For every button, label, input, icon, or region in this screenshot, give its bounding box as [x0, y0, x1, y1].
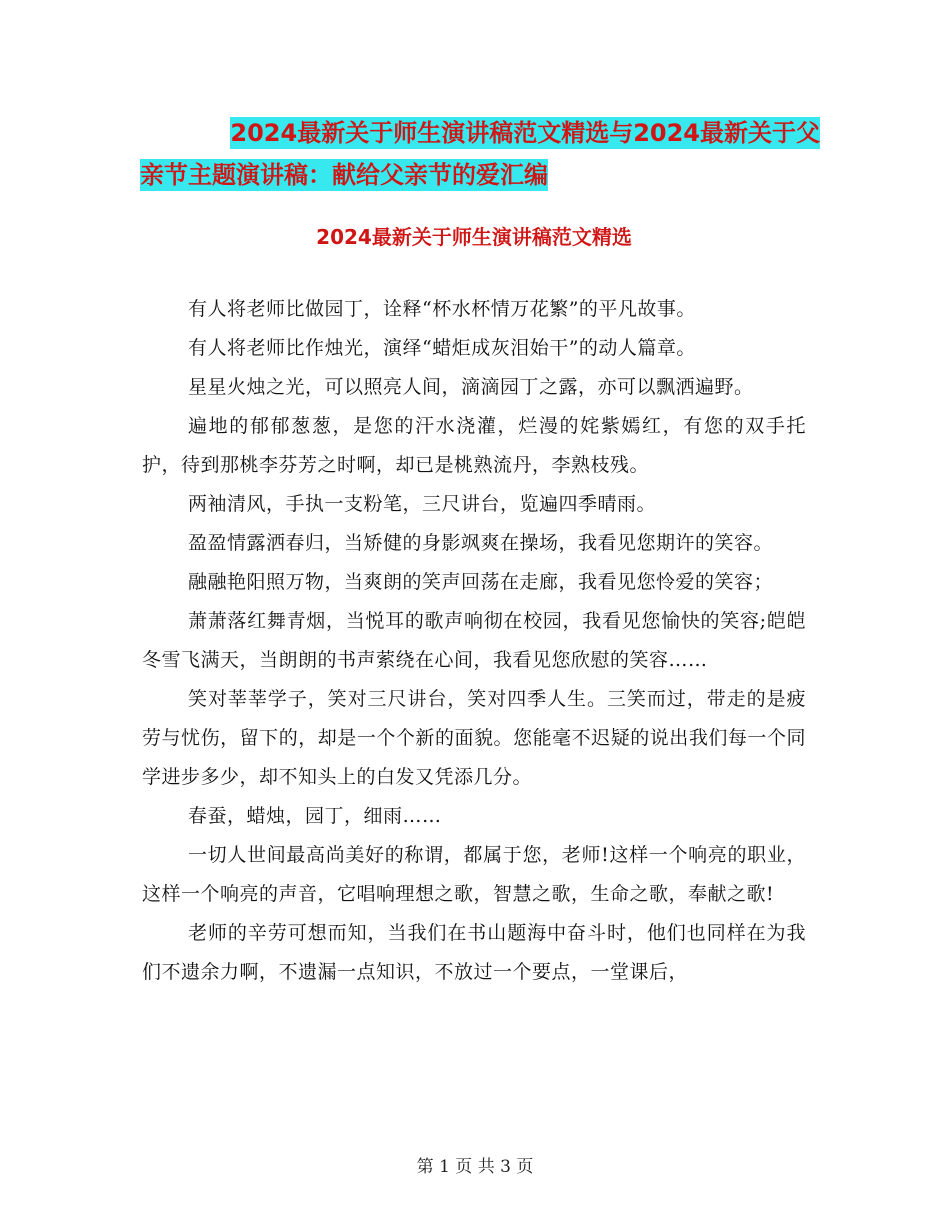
paragraph: 有人将老师比做园丁，诠释“杯水杯情万花繁”的平凡故事。	[188, 298, 696, 320]
document-body	[142, 290, 806, 992]
paragraph: 星星火烛之光，可以照亮人间，滴滴园丁之露，亦可以飘洒遍野。	[188, 376, 754, 398]
paragraph: 盈盈情露洒春归，当矫健的身影飒爽在操场，我看见您期许的笑容。	[188, 532, 774, 554]
paragraph: 春蚕，蜡烛，园丁，细雨……	[188, 805, 442, 827]
section-heading: 2024最新关于师生演讲稿范文精选	[316, 225, 632, 249]
title-line-1-text: 2024最新关于师生演讲稿范文精选与2024最新关于父	[230, 119, 820, 147]
paragraph: 两袖清风，手执一支粉笔，三尺讲台，览遍四季晴雨。	[188, 493, 657, 515]
paragraph: 一切人世间最高尚美好的称谓，都属于您，老师!这样一个响亮的职业，这样一个响亮的声音，它唱响理想之歌，智慧之歌，生命之歌，奉献之歌!	[142, 844, 806, 905]
page-number-footer: 第 1 页 共 3 页	[416, 1157, 534, 1177]
title-line-1	[140, 112, 820, 154]
title-line-2	[140, 154, 820, 196]
paragraph: 笑对莘莘学子，笑对三尺讲台，笑对四季人生。三笑而过，带走的是疲劳与忧伤，留下的，却是一个个新的面貌。您能毫不迟疑的说出我们每一个同学进步多少，却不知头上的白发又凭添几分。	[142, 688, 806, 788]
paragraph: 遍地的郁郁葱葱，是您的汗水浇灌，烂漫的姹紫嫣红，有您的双手托护，待到那桃李芬芳之时啊，却已是桃熟流丹，李熟枝残。	[142, 415, 806, 476]
paragraph: 有人将老师比作烛光，演绎“蜡炬成灰泪始干”的动人篇章。	[188, 337, 696, 359]
document-title	[140, 112, 820, 196]
title-line-2-text: 亲节主题演讲稿：献给父亲节的爱汇编	[140, 161, 548, 189]
paragraph: 老师的辛劳可想而知，当我们在书山题海中奋斗时，他们也同样在为我们不遗余力啊，不遗漏一点知识，不放过一个要点，一堂课后，	[142, 922, 806, 983]
paragraph: 融融艳阳照万物，当爽朗的笑声回荡在走廊，我看见您怜爱的笑容；	[188, 571, 774, 593]
paragraph: 萧萧落红舞青烟，当悦耳的歌声响彻在校园，我看见您愉快的笑容;皑皑冬雪飞满天，当朗朗的书声萦绕在心间，我看见您欣慰的笑容……	[142, 610, 806, 671]
